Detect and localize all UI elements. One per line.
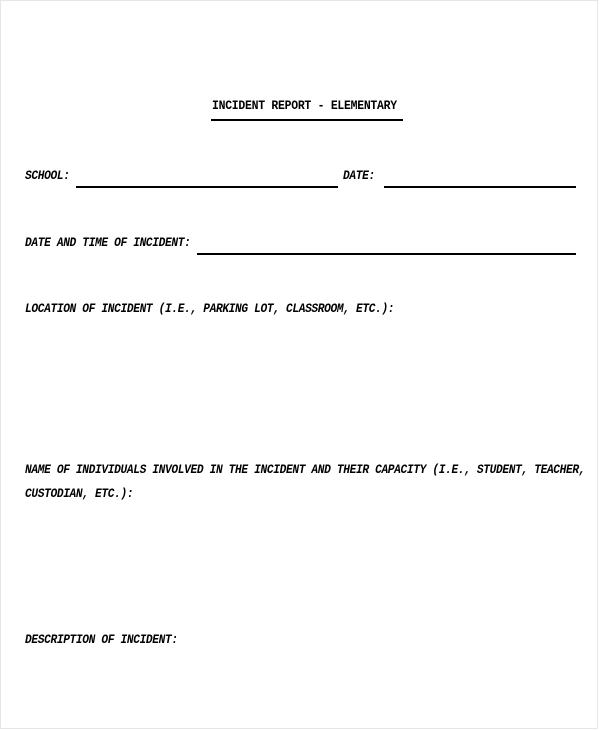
date-time-label: DATE AND TIME OF INCIDENT: — [25, 235, 191, 250]
school-label: SCHOOL: — [25, 168, 70, 183]
location-label: LOCATION OF INCIDENT (I.E., PARKING LOT, CLASSROOM, ETC.): — [25, 301, 395, 316]
school-field-line[interactable] — [76, 186, 338, 188]
title-underline — [211, 119, 403, 121]
date-field-line[interactable] — [384, 186, 576, 188]
date-time-field-line[interactable] — [197, 253, 576, 255]
date-label: DATE: — [343, 168, 375, 183]
description-label: DESCRIPTION OF INCIDENT: — [25, 632, 178, 647]
individuals-label-line1: NAME OF INDIVIDUALS INVOLVED IN THE INCIDENT AND THEIR CAPACITY (I.E., STUDENT, TEACHER, — [25, 462, 586, 477]
document-title: INCIDENT REPORT - ELEMENTARY — [212, 98, 397, 113]
individuals-label-line2: CUSTODIAN, ETC.): — [25, 486, 134, 501]
